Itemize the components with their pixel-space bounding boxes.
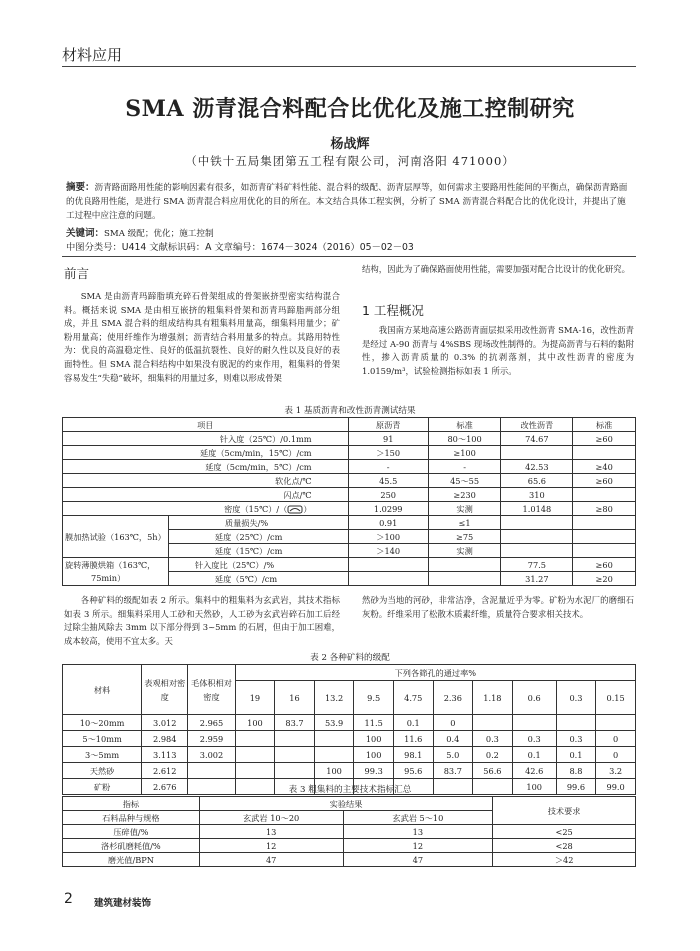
table-cell: 延度（5cm/min，5℃）/cm bbox=[63, 460, 349, 474]
table-cell: 指标 bbox=[63, 797, 200, 811]
materials-paragraph-right bbox=[362, 594, 634, 621]
table-cell bbox=[556, 715, 596, 731]
table-cell: 矿粉 bbox=[63, 779, 142, 795]
mid-left: 各种矿料的级配如表 2 所示。集料中的粗集料为玄武岩，其技术指标如表 3 所示。细集料采用人工砂和天然砂，人工砂为玄武岩碎石加工后经过除尘抽风除去 3mm 以下部分得到 3~5mm 的石屑，但由于加工困难，成本较高，使用不宜太多。天 bbox=[64, 595, 340, 646]
table-cell: 实测 bbox=[428, 544, 501, 558]
table-cell: <25 bbox=[493, 825, 636, 839]
density-unit-icon: m³ bbox=[394, 365, 406, 376]
table-row bbox=[63, 488, 636, 502]
table-cell: 13 bbox=[199, 825, 343, 839]
table-cell: 12 bbox=[199, 839, 343, 853]
table-row bbox=[63, 715, 636, 731]
table-cell bbox=[348, 572, 428, 586]
table3-caption: 表 3 粗集料的主要技术指标汇总 bbox=[288, 785, 412, 795]
table-cell: 2.676 bbox=[142, 779, 188, 795]
table-cell: 0.3 bbox=[556, 731, 596, 747]
table-cell: 3.002 bbox=[188, 747, 235, 763]
keywords-label: 关键词： bbox=[66, 228, 105, 239]
table-cell: 5.0 bbox=[433, 747, 473, 763]
table-cell bbox=[573, 516, 636, 530]
density-label: 密度（15℃）/（ bbox=[224, 503, 288, 514]
table-cell: 65.6 bbox=[501, 474, 573, 488]
table-row bbox=[63, 825, 636, 839]
table-cell bbox=[573, 488, 636, 502]
table-row bbox=[63, 853, 636, 867]
table-cell: ≥40 bbox=[573, 460, 636, 474]
table-cell: 实测 bbox=[428, 502, 501, 516]
header-rule bbox=[62, 66, 636, 67]
table-cell: 77.5 bbox=[501, 558, 573, 572]
table-cell: 91 bbox=[348, 432, 428, 446]
table-row bbox=[63, 763, 636, 779]
table-cell: 延度（5℃）/cm bbox=[168, 572, 348, 586]
table-cell: 11.6 bbox=[393, 731, 433, 747]
table-cell: - bbox=[348, 460, 428, 474]
table-cell: 软化点/℃ bbox=[63, 474, 349, 488]
table-cell: ≥60 bbox=[573, 432, 636, 446]
table-cell: 2.959 bbox=[188, 731, 235, 747]
table-cell: 80～100 bbox=[428, 432, 501, 446]
table-cell: 53.9 bbox=[314, 715, 354, 731]
table-cell: ≥80 bbox=[573, 502, 636, 516]
table-cell: 玄武岩 5～10 bbox=[343, 811, 493, 825]
table-cell: ≥60 bbox=[573, 558, 636, 572]
page-number: 2 bbox=[64, 891, 73, 907]
section-label: 材料应用 bbox=[62, 46, 123, 64]
table-cell: 310 bbox=[501, 488, 573, 502]
table-row bbox=[63, 516, 636, 530]
table-cell: <28 bbox=[493, 839, 636, 853]
table-row bbox=[63, 747, 636, 763]
table-cell: 98.1 bbox=[393, 747, 433, 763]
table-cell: 3.113 bbox=[142, 747, 188, 763]
table-cell: 100 bbox=[354, 747, 394, 763]
table-cell bbox=[314, 747, 354, 763]
table-cell: 毛体积相对密度 bbox=[188, 665, 235, 715]
table-cell: 42.53 bbox=[501, 460, 573, 474]
abstract-label: 摘要： bbox=[66, 182, 95, 193]
table1-header-row bbox=[63, 418, 636, 432]
group2-label-a: 旋转薄膜烘箱（163℃， bbox=[65, 559, 156, 570]
table-cell: 8.8 bbox=[556, 763, 596, 779]
overview-p1-text: 我国南方某地高速公路沥青面层拟采用改性沥青 SMA-16，改性沥青是经过 A-90 沥青与 4%SBS 现场改性制得的。为提高沥青与石料的黏附性，掺入沥青质量的 0.3% 的抗剥落剂，其中改性沥青的密度为 1.0159/ bbox=[362, 325, 634, 376]
table-cell: 质量损失/% bbox=[168, 516, 348, 530]
table-cell bbox=[235, 747, 275, 763]
table-cell bbox=[596, 715, 636, 731]
table-cell: 250 bbox=[348, 488, 428, 502]
table-cell: 0.2 bbox=[473, 747, 513, 763]
table-cell: 0.3 bbox=[473, 731, 513, 747]
table-cell: 11.5 bbox=[354, 715, 394, 731]
table-row bbox=[63, 839, 636, 853]
table-cell: 0.4 bbox=[433, 731, 473, 747]
table1 bbox=[62, 417, 636, 586]
keywords-text: SMA 级配；优化；施工控制 bbox=[104, 229, 214, 239]
table-cell: 延度（25℃）/cm bbox=[168, 530, 348, 544]
table-cell: 1.0148 bbox=[501, 502, 573, 516]
table-cell: 玄武岩 10～20 bbox=[199, 811, 343, 825]
table-cell bbox=[501, 530, 573, 544]
table-cell bbox=[501, 446, 573, 460]
table-cell bbox=[235, 763, 275, 779]
intro-p1: SMA 是由沥青玛蹄脂填充碎石骨架组成的骨架嵌挤型密实结构混合料。概括来说 SMA 是由相互嵌挤的粗集料骨架和沥青玛蹄脂两部分组成，并且 SMA 混合料的组成结构具有粗集料用量高，细集料用量少；矿粉用量高；使用纤维作为增强剂；沥青结合料用量多的特点。其路用特性为：优良的高温稳定性、良好的低温抗裂性、良好的耐久性以及良好的表面特性。但 SMA 混合料结构中如果没有脱泥的约束作用，粗集料的骨架容易发生“失稳”破坏，细集料的用量过多，则难以形成骨架 bbox=[64, 291, 340, 383]
table2-header-row-1 bbox=[63, 665, 636, 681]
journal-name: 建筑建材装饰 bbox=[94, 898, 152, 909]
table-cell: 16 bbox=[275, 681, 315, 715]
table-cell: 83.7 bbox=[433, 763, 473, 779]
table-cell: 3.2 bbox=[596, 763, 636, 779]
table-cell bbox=[501, 544, 573, 558]
table-cell: 下列各筛孔的通过率% bbox=[235, 665, 635, 681]
table-cell bbox=[428, 572, 501, 586]
table-cell: 0.6 bbox=[512, 681, 556, 715]
table-cell: 56.6 bbox=[473, 763, 513, 779]
table-cell: 13.2 bbox=[314, 681, 354, 715]
table-cell: 45～55 bbox=[428, 474, 501, 488]
table-cell: 0.1 bbox=[512, 747, 556, 763]
table-cell: ≥100 bbox=[428, 446, 501, 460]
table-cell: 实验结果 bbox=[199, 797, 492, 811]
table-row bbox=[63, 432, 636, 446]
table-cell: 2.984 bbox=[142, 731, 188, 747]
table-cell: 5～10mm bbox=[63, 731, 142, 747]
table-row bbox=[63, 446, 636, 460]
author: 杨战辉 bbox=[330, 137, 370, 152]
group2-label-b: 75min） bbox=[91, 572, 126, 583]
intro-paragraph bbox=[64, 290, 340, 385]
table2-caption: 表 2 各种矿料的级配 bbox=[310, 653, 390, 663]
table-cell: 针入度（25℃）/0.1mm bbox=[63, 432, 349, 446]
table-cell: 0 bbox=[596, 747, 636, 763]
table-cell bbox=[188, 763, 235, 779]
table-cell bbox=[512, 715, 556, 731]
table-cell bbox=[275, 747, 315, 763]
intro-continued bbox=[362, 263, 634, 277]
affiliation: （中铁十五局集团第五工程有限公司，河南洛阳 471000） bbox=[185, 154, 515, 168]
table-cell: 13 bbox=[343, 825, 493, 839]
table-cell: 45.5 bbox=[348, 474, 428, 488]
table-cell: 1.18 bbox=[473, 681, 513, 715]
table-cell: 4.75 bbox=[393, 681, 433, 715]
overview-heading: 1 工程概况 bbox=[362, 303, 424, 318]
table-cell bbox=[473, 715, 513, 731]
table-cell: 洛杉矶磨耗值/% bbox=[63, 839, 200, 853]
intro-p2: 结构，因此为了确保路面使用性能，需要加强对配合比设计的优化研究。 bbox=[362, 264, 630, 274]
table-cell bbox=[348, 558, 428, 572]
table-cell: 0.3 bbox=[512, 731, 556, 747]
table-cell: 延度（5cm/min，15℃）/cm bbox=[63, 446, 349, 460]
keywords bbox=[66, 225, 214, 239]
table-cell: 47 bbox=[343, 853, 493, 867]
table-cell: 1.0299 bbox=[348, 502, 428, 516]
table-cell bbox=[275, 731, 315, 747]
materials-paragraph-left bbox=[64, 594, 340, 648]
table-cell: ＞42 bbox=[493, 853, 636, 867]
table-cell: 技术要求 bbox=[493, 797, 636, 825]
table-cell: 0 bbox=[596, 731, 636, 747]
abstract-rule bbox=[62, 256, 636, 257]
table1-caption: 表 1 基质沥青和改性沥青测试结果 bbox=[284, 406, 416, 416]
table-cell: ≤1 bbox=[428, 516, 501, 530]
table-cell: 95.6 bbox=[393, 763, 433, 779]
table-row bbox=[63, 460, 636, 474]
overview-p1 bbox=[362, 324, 634, 378]
table-cell: 改性沥青 bbox=[501, 418, 573, 432]
table-cell: 19 bbox=[235, 681, 275, 715]
table-cell: 100 bbox=[512, 779, 556, 795]
table-row bbox=[63, 731, 636, 747]
table-cell: 0.3 bbox=[556, 681, 596, 715]
table-cell: ＞140 bbox=[348, 544, 428, 558]
table-cell: 0.1 bbox=[393, 715, 433, 731]
table-cell: 压碎值/% bbox=[63, 825, 200, 839]
table-cell bbox=[275, 763, 315, 779]
table-cell: 100 bbox=[354, 731, 394, 747]
table-cell bbox=[314, 731, 354, 747]
table-cell: 99.3 bbox=[354, 763, 394, 779]
table-row bbox=[63, 502, 636, 516]
table-cell: 10～20mm bbox=[63, 715, 142, 731]
table-cell: 0 bbox=[433, 715, 473, 731]
table-cell: 延度（15℃）/cm bbox=[168, 544, 348, 558]
abstract-text: 沥青路面路用性能的影响因素有很多，如沥青矿料矿料性能、混合料的级配、沥青层厚等，如何需求主要路用性能间的平衡点，确保沥青路面的优良路用性能，是进行 SMA 沥青混合料应用优化的目的所在。本文结合具体工程实例，分析了 SMA 沥青混合料配合比的优化设计，并提出了施工过程中应注意的问题。 bbox=[66, 183, 628, 221]
table-cell bbox=[63, 558, 169, 586]
table-row bbox=[63, 474, 636, 488]
table-cell: 表观相对密度 bbox=[142, 665, 188, 715]
table-cell bbox=[501, 516, 573, 530]
table-cell: 天然砂 bbox=[63, 763, 142, 779]
table-cell: 99.0 bbox=[596, 779, 636, 795]
table-cell: ≥230 bbox=[428, 488, 501, 502]
table-cell: 闪点/℃ bbox=[63, 488, 349, 502]
mid-right: 然砂为当地的河砂，非常洁净，含泥量近乎为零。矿粉为水泥厂的磨细石灰粉。纤维采用了松散木质素纤维，质量符合要求相关技术。 bbox=[362, 595, 634, 619]
table-cell: 0.1 bbox=[556, 747, 596, 763]
table-cell: 标准 bbox=[428, 418, 501, 432]
table-cell: 磨光值/BPN bbox=[63, 853, 200, 867]
table2 bbox=[62, 664, 636, 795]
table-cell: 2.612 bbox=[142, 763, 188, 779]
abstract bbox=[66, 181, 634, 223]
density-unit-icon bbox=[287, 505, 303, 514]
table-cell: 12 bbox=[343, 839, 493, 853]
table-cell: 标准 bbox=[573, 418, 636, 432]
table-cell: ＞150 bbox=[348, 446, 428, 460]
table-cell: 74.67 bbox=[501, 432, 573, 446]
table-cell: 膜加热试验（163℃，5h） bbox=[63, 516, 169, 558]
table3 bbox=[62, 796, 636, 867]
table-cell: 47 bbox=[199, 853, 343, 867]
table-cell: 100 bbox=[235, 715, 275, 731]
table-cell: 2.36 bbox=[433, 681, 473, 715]
table-cell: 原沥青 bbox=[348, 418, 428, 432]
overview-p1-tail: ，试验检测指标如表 1 所示。 bbox=[405, 365, 517, 376]
table-cell: 9.5 bbox=[354, 681, 394, 715]
table-cell bbox=[235, 731, 275, 747]
table-cell: 100 bbox=[314, 763, 354, 779]
table-cell bbox=[573, 544, 636, 558]
classification: 中图分类号：U414 文献标识码：A 文章编号：1674－3024（2016）05－02－03 bbox=[66, 242, 414, 253]
table-cell bbox=[573, 446, 636, 460]
table-cell: 3.012 bbox=[142, 715, 188, 731]
table-cell: 83.7 bbox=[275, 715, 315, 731]
article-title: SMA 沥青混合料配合比优化及施工控制研究 bbox=[125, 96, 575, 122]
density-suffix: ） bbox=[303, 503, 312, 514]
intro-heading: 前言 bbox=[64, 266, 90, 281]
table-cell: 3～5mm bbox=[63, 747, 142, 763]
table-cell: 材料 bbox=[63, 665, 142, 715]
table-cell: 0.15 bbox=[596, 681, 636, 715]
table-cell bbox=[428, 558, 501, 572]
table-cell: - bbox=[428, 460, 501, 474]
table-cell: ≥75 bbox=[428, 530, 501, 544]
table-cell: ＞100 bbox=[348, 530, 428, 544]
table-cell: 2.965 bbox=[188, 715, 235, 731]
table-cell: 42.6 bbox=[512, 763, 556, 779]
overview-paragraph bbox=[362, 324, 634, 378]
table-cell: ≥60 bbox=[573, 474, 636, 488]
table-cell: 针入度比（25℃）/% bbox=[168, 558, 348, 572]
table-cell: 31.27 bbox=[501, 572, 573, 586]
table-cell bbox=[573, 530, 636, 544]
table-cell: 99.6 bbox=[556, 779, 596, 795]
table-cell: 石料品种与规格 bbox=[63, 811, 200, 825]
table-cell: 0.91 bbox=[348, 516, 428, 530]
table3-header-row-1 bbox=[63, 797, 636, 811]
table-cell: ≥20 bbox=[573, 572, 636, 586]
table-row bbox=[63, 558, 636, 572]
table-cell: 项目 bbox=[63, 418, 349, 432]
table-cell bbox=[63, 502, 349, 516]
